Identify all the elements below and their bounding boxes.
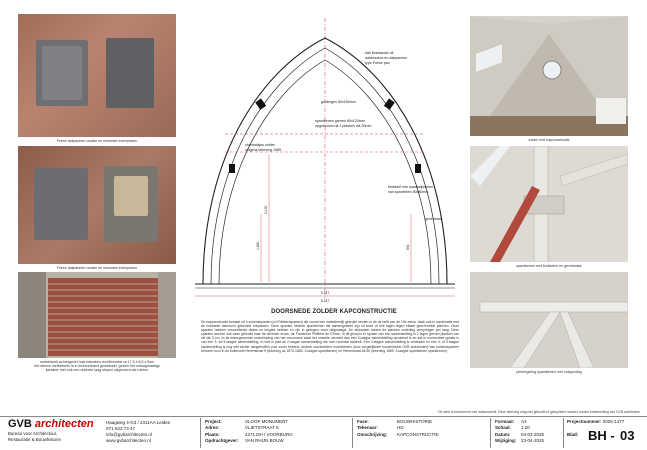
purlin-left-low bbox=[229, 164, 235, 173]
projectnummer-value: 2025-1477 bbox=[602, 419, 625, 424]
copyright-disclaimer: Dit werk is beschermd met auteursrecht. Deze tekening mag niet gebruikt of gekopieerd worden zonder toestemming van GVB architecten bbox=[438, 410, 640, 414]
wijziging-value: 23-04-2025 bbox=[521, 437, 545, 443]
formaat-key: Formaat: bbox=[495, 419, 515, 424]
company-address bbox=[106, 420, 170, 444]
opdrachtgever-value: VAN RHIJN BOUW bbox=[245, 437, 284, 443]
project-number bbox=[567, 419, 624, 425]
label-gording: gordingen 80x160mm bbox=[321, 100, 356, 104]
omschrijving-key: Omschrijving: bbox=[357, 431, 388, 437]
divider-4 bbox=[563, 418, 564, 448]
adres-key: Adres: bbox=[205, 425, 220, 431]
address-line-1: Haagweg 4-G3 / 2311AA Leiden bbox=[106, 420, 171, 425]
schaal-key: Schaal: bbox=[495, 425, 512, 431]
rafters-sketch bbox=[470, 146, 628, 262]
purlin-right bbox=[384, 98, 395, 109]
purlin-left bbox=[255, 98, 266, 109]
blad-label-wrap bbox=[567, 432, 578, 438]
sheet-code: BH - bbox=[588, 428, 615, 443]
datum-key: Datum: bbox=[495, 431, 511, 437]
datum-value: 04-03-2025 bbox=[521, 431, 545, 437]
brick-texture bbox=[18, 272, 176, 358]
caption-photo-1: Friese dakpannen oudste en nieuwste exemplaren bbox=[56, 139, 138, 143]
photo-spantbenen bbox=[470, 146, 628, 262]
project-key: Project: bbox=[205, 419, 222, 424]
title-block bbox=[0, 416, 647, 450]
photo-nokgording bbox=[470, 272, 628, 368]
label-dim-bottom: 9.247 bbox=[320, 299, 330, 303]
caption-photo-3-line2: het steens metselwerk is in kruisverband gemetseld, gezien het ontsagmaatige bbox=[34, 364, 160, 368]
omschrijving-value: KAPCONSTRUCTIE bbox=[397, 431, 439, 437]
caption-photo-2: Friese dakpannen oudste en nieuwste exemplaren bbox=[56, 266, 138, 270]
adres-value: VLIETSTRAAT 6 bbox=[245, 425, 279, 431]
format-info bbox=[495, 419, 544, 444]
logo-sub-1: Bureau voor Architectuur, bbox=[8, 431, 58, 436]
purlin-right-low bbox=[415, 164, 421, 173]
ridge-sketch bbox=[470, 272, 628, 368]
drawing-description: De kapconstructie bestaat uit 4 schenkspanten (of Philibertspanten) die vooral een natiesterstijl gebruikt nemen in de de helft van de 19e eeuw. Vaak ook in combinatie met de markante damvorm gebruikte toepassen. Deze spanten hebben spantbenen die samengesteld zijn uit twee of drie lagen tegen elkaar geschroefde planken. Deze spanten hebben verschillende dintes en lengtes hebben en zijn in gebogen vorm uitgezaagd. De afstanden tussen de planken onderling verspringen per laag. Deze spanten worden ook vaak gebruikt naar de uitvinder ervan, de Fransman Philibert de l'Orme. In dit geval is er sprake van een samenstelling in 2 lagen grenen planken van elk dik 3 cm. In de tedengevoerde omschrijving van het monument staat het omsetle vermeld dan een 3-laagse samenstelling opvarend is en dat er momenteel sprake is van een 3- tot 5-laagse samenstelling. In met is juist de 2-laagse samenstelling die men normaal aantreft. Een 3-laagse samenstelling is zeldzaam en een 4- of 5-laagse samenstelling is nog niet eerder aangetroffen voor zover bekend. Andere voorbeelden voorbeelden (door vergelijkbare bouwhistorie GVB architecten) van schenkspanten behoren toch in de buitenwet Herenstraat 9 (tekening ca 1870-1880, 3-laagse spantbenen) en Herenstraat 48-50 (tekening 1889, 3-laagse spantbenen spantbenen). bbox=[201, 320, 459, 353]
formaat-value: A3 bbox=[521, 419, 527, 424]
label-top-note-2: dakbeschot en dakpannen bbox=[365, 56, 408, 60]
opdrachtgever-key: Opdrachtgever: bbox=[205, 437, 239, 443]
label-top-note-1: dak bestaande uit bbox=[365, 51, 394, 55]
attic-sketch bbox=[470, 16, 628, 136]
label-blokkel-1: blokkeel een waarsbijdzelen bbox=[388, 185, 433, 189]
website-link[interactable]: www.gvbarchitecten.nl bbox=[106, 438, 151, 443]
section-drawing bbox=[185, 14, 465, 304]
photo-metselwerk bbox=[18, 272, 176, 358]
phase-info bbox=[357, 419, 439, 438]
project-value: SLOOP MONUMENT bbox=[245, 419, 289, 424]
logo-suffix: architecten bbox=[34, 418, 94, 430]
divider-1 bbox=[200, 418, 201, 448]
divider-3 bbox=[490, 418, 491, 448]
label-dim-total: 9.247 bbox=[320, 291, 330, 295]
email-link[interactable]: info@gvbarchitecten.nl bbox=[106, 432, 152, 437]
caption-photo-right-1: zolder met kapconstructie bbox=[528, 138, 570, 142]
schaal-value: 1:20 bbox=[521, 425, 530, 431]
phone: 071-523 73 47 bbox=[106, 426, 136, 431]
label-vloer-2: volgens tekening 1989 bbox=[245, 148, 281, 152]
tekenaar-key: Tekenaar: bbox=[357, 425, 378, 431]
label-spantbeen-1: spantbenen grenen 80x120mm bbox=[315, 119, 365, 123]
photo-zolder bbox=[470, 16, 628, 136]
blad-key: Blad: bbox=[567, 432, 579, 437]
fase-value: BOUWHISTORIE bbox=[397, 419, 433, 424]
plaats-key: Plaats: bbox=[205, 431, 220, 437]
sheet-number: 03 bbox=[620, 428, 635, 443]
wijziging-key: Wijziging: bbox=[495, 437, 517, 443]
label-blokkel-2: van spantbeen 80x80mm bbox=[388, 190, 429, 194]
projectnummer-key: Projectnummer: bbox=[567, 419, 602, 424]
drawing-title: DOORSNEDE ZOLDER KAPCONSTRUCTIE bbox=[271, 309, 397, 315]
caption-photo-3-line1: metselwerk achtergevel hols baksteen rechtformaat ca 17,5 x 8,5 x 5cm bbox=[39, 360, 155, 364]
label-gevelanker: gevelanker bbox=[425, 217, 443, 221]
plaats-value: 2271 DH / VOORBURG bbox=[245, 431, 293, 437]
label-top-note-3: type Friese pan bbox=[365, 61, 390, 65]
label-dim-h2: 1.840 bbox=[256, 241, 260, 250]
logo-sub-2: Restauratie & Bouwhistorie bbox=[8, 437, 61, 443]
caption-photo-3-line3: karakter met ook een dobbele laag stopen uitgevoerd als ruimen bbox=[45, 368, 149, 372]
caption-photo-right-2: spantbenen met blokkelen en gevelankar bbox=[516, 264, 582, 268]
company-logo bbox=[8, 418, 94, 442]
label-dim-small: 640 bbox=[406, 244, 410, 250]
tekenaar-value: HG bbox=[397, 425, 404, 431]
project-info bbox=[205, 419, 293, 444]
label-vloer-1: vloerbalkjes zolder bbox=[245, 143, 275, 147]
logo-prefix: GVB bbox=[8, 418, 32, 430]
label-spantbeen-2: opgebouwd uit 2 planken dik 30mm bbox=[315, 124, 372, 128]
fase-key: Fase: bbox=[357, 419, 369, 424]
divider-2 bbox=[352, 418, 353, 448]
photo-friese-dakpannen-2 bbox=[18, 146, 176, 264]
photo-friese-dakpannen-1 bbox=[18, 14, 176, 137]
label-dim-h1: 2.130 bbox=[264, 205, 268, 214]
caption-photo-right-3: printregeling spantbenen met nokgording bbox=[516, 370, 582, 374]
